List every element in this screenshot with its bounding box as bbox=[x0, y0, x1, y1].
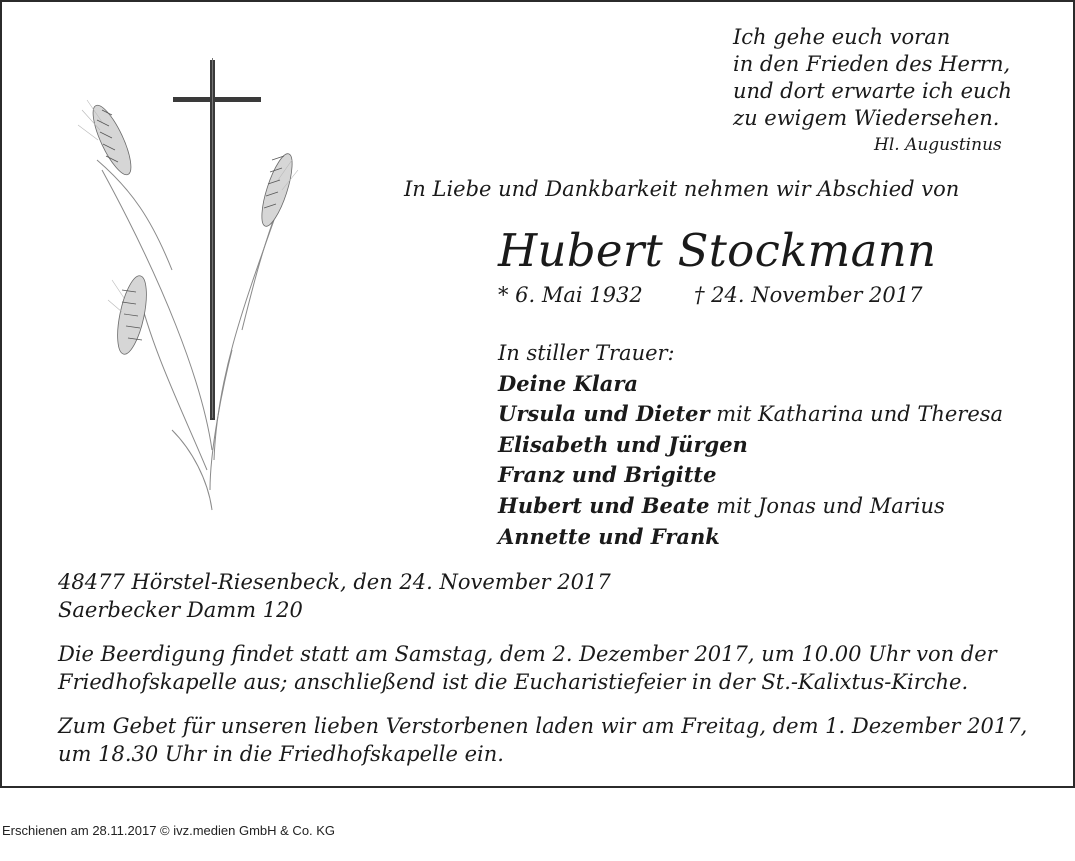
death-date: † 24. November 2017 bbox=[694, 283, 923, 307]
mourner-name: Ursula und Dieter bbox=[498, 401, 710, 427]
mourner-name: Deine Klara bbox=[498, 370, 638, 396]
place-date-line: 48477 Hörstel-Riesenbeck, den 24. November 2017 bbox=[58, 570, 611, 594]
mourner-name: Hubert und Beate bbox=[498, 492, 710, 518]
mourner-row bbox=[498, 522, 1003, 553]
quote-block bbox=[733, 24, 1012, 132]
intro-text: In Liebe und Dankbarkeit nehmen wir Abschied von bbox=[404, 177, 960, 201]
mourner-name: Franz und Brigitte bbox=[498, 462, 717, 488]
quote-line: Ich gehe euch voran bbox=[733, 25, 951, 49]
cross-with-wheat-icon bbox=[42, 50, 342, 520]
mourners-heading: In stiller Trauer: bbox=[498, 341, 675, 365]
place-block bbox=[58, 568, 611, 624]
life-dates bbox=[498, 283, 923, 307]
mourner-row bbox=[498, 460, 1003, 491]
mourner-name: Annette und Frank bbox=[498, 523, 720, 549]
mourner-extra: mit Katharina und Theresa bbox=[709, 402, 1004, 427]
publication-footer: Erschienen am 28.11.2017 © ivz.medien GmbH & Co. KG bbox=[2, 823, 336, 838]
mourner-name: Elisabeth und Jürgen bbox=[498, 431, 748, 457]
funeral-text: Die Beerdigung findet statt am Samstag, dem 2. Dezember 2017, um 10.00 Uhr von der Friedhofskapelle aus; anschließend ist die Eucharistiefeier in der St.-Kalixtus-Kirche. bbox=[58, 642, 997, 694]
address-line: Saerbecker Damm 120 bbox=[58, 598, 303, 622]
mourner-extra: mit Jonas und Marius bbox=[709, 493, 945, 518]
mourner-row bbox=[498, 399, 1003, 430]
quote-author: Hl. Augustinus bbox=[874, 135, 1002, 155]
mourner-row bbox=[498, 369, 1003, 400]
quote-line: in den Frieden des Herrn, bbox=[733, 52, 1011, 76]
mourners-block bbox=[498, 338, 1003, 552]
deceased-name: Hubert Stockmann bbox=[498, 224, 937, 277]
quote-line: und dort erwarte ich euch bbox=[733, 79, 1012, 103]
mourner-row bbox=[498, 491, 1003, 522]
prayer-text: Zum Gebet für unseren lieben Verstorbenen laden wir am Freitag, dem 1. Dezember 2017, um 18.30 Uhr in die Friedhofskapelle ein. bbox=[58, 714, 1028, 766]
birth-date: * 6. Mai 1932 bbox=[498, 283, 643, 307]
quote-line: zu ewigem Wiedersehen. bbox=[733, 106, 1000, 130]
mourner-row bbox=[498, 430, 1003, 461]
